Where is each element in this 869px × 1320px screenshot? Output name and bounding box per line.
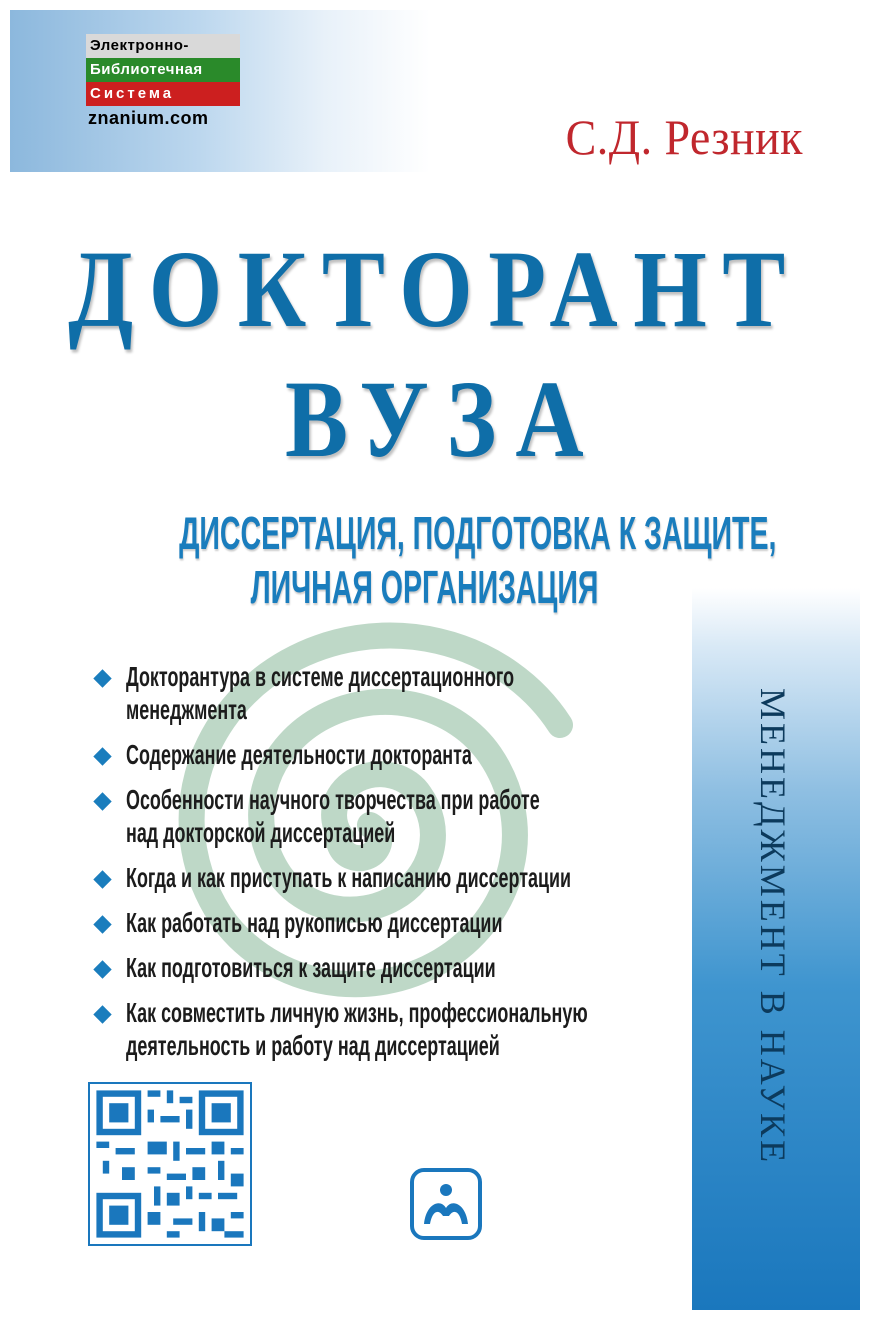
list-item [90, 951, 650, 984]
diamond-bullet-icon [93, 960, 111, 978]
bullet-list [90, 660, 650, 1074]
list-item [90, 738, 650, 771]
title-line-2: ВУЗА [285, 358, 603, 480]
bullet-line: Когда и как приступать к написанию диссертации [126, 862, 572, 893]
author-name: С.Д. Резник [565, 109, 803, 165]
bullet-line: Как работать над рукописью диссертации [126, 907, 503, 938]
series-label: МЕНЕДЖМЕНТ В НАУКЕ [753, 688, 793, 1166]
list-item [90, 660, 650, 726]
library-logo [86, 34, 250, 130]
diamond-bullet-icon [93, 747, 111, 765]
bullet-line: Как совместить личную жизнь, профессиональную [126, 997, 588, 1028]
publisher-logo-icon [410, 1168, 482, 1240]
bullet-line: Докторантура в системе диссертационного [126, 661, 515, 692]
bullet-line: Содержание деятельности докторанта [126, 739, 472, 770]
qr-code-icon [88, 1082, 252, 1246]
logo-line-3: Система [86, 82, 240, 106]
logo-line-4: znanium.com [88, 108, 209, 128]
subtitle-line-2: ЛИЧНАЯ ОРГАНИЗАЦИЯ [250, 561, 599, 613]
subtitle-line-1: ДИССЕРТАЦИЯ, ПОДГОТОВКА К ЗАЩИТЕ, [179, 507, 777, 559]
bullet-line: деятельность и работу над диссертацией [126, 1030, 500, 1061]
logo-line-1: Электронно- [86, 34, 240, 58]
list-item [90, 996, 650, 1062]
bullet-line: над докторской диссертацией [126, 817, 396, 848]
list-item [90, 906, 650, 939]
list-item [90, 861, 650, 894]
bullet-line: Особенности научного творчества при работе [126, 784, 540, 815]
diamond-bullet-icon [93, 792, 111, 810]
list-item [90, 783, 650, 849]
bullet-line: Как подготовиться к защите диссертации [126, 952, 496, 983]
diamond-bullet-icon [93, 669, 111, 687]
diamond-bullet-icon [93, 1005, 111, 1023]
logo-line-2: Библиотечная [86, 58, 240, 82]
bullet-line: менеджмента [126, 694, 247, 725]
diamond-bullet-icon [93, 870, 111, 888]
diamond-bullet-icon [93, 915, 111, 933]
title-line-1: ДОКТОРАНТ [68, 228, 801, 350]
